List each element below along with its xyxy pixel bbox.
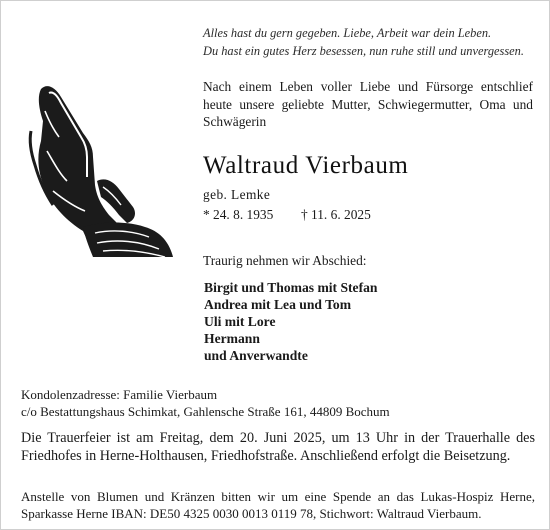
intro-text: Nach einem Leben voller Liebe und Fürsorge entschlief heute unsere geliebte Mutter, Schwiegermutter, Oma und Schwägerin [203,79,533,129]
mourner-line: Andrea mit Lea und Tom [204,297,352,312]
condolence-address [21,386,390,420]
mourner-line: Uli mit Lore [204,314,276,329]
mourner-line: Birgit und Thomas mit Stefan [204,280,378,295]
birth-date: * 24. 8. 1935 [203,207,274,222]
praying-hands-icon [23,81,181,259]
poem [203,25,533,60]
poem-line-1: Alles hast du gern gegeben. Liebe, Arbeit war dein Leben. [203,26,492,40]
donation-request: Anstelle von Blumen und Kränzen bitten wir um eine Spende an das Lukas-Hospiz Herne, Sparkasse Herne IBAN: DE50 4325 0030 0013 0119 78, Stichwort: Waltraud Vierbaum. [21,489,535,521]
mourner-line: und Anverwandte [204,348,308,363]
condolence-line-2: c/o Bestattungshaus Schimkat, Gahlensche Straße 161, 44809 Bochum [21,404,390,419]
condolence-line-1: Kondolenzadresse: Familie Vierbaum [21,387,218,402]
poem-line-2: Du hast ein gutes Herz besessen, nun ruhe still und unvergessen. [203,43,524,58]
deceased-name: Waltraud Vierbaum [203,152,409,179]
farewell-line: Traurig nehmen wir Abschied: [203,253,367,268]
maiden-name: geb. Lemke [203,187,271,202]
ceremony-info: Die Trauerfeier ist am Freitag, dem 20. Juni 2025, um 13 Uhr in der Trauerhalle des Friedhofes in Herne-Holthausen, Friedhofstraße. Anschließend erfolgt die Beisetzung. [21,430,535,464]
mourners-list [204,279,377,364]
mourner-line: Hermann [204,331,260,346]
death-date: † 11. 6. 2025 [301,207,371,222]
